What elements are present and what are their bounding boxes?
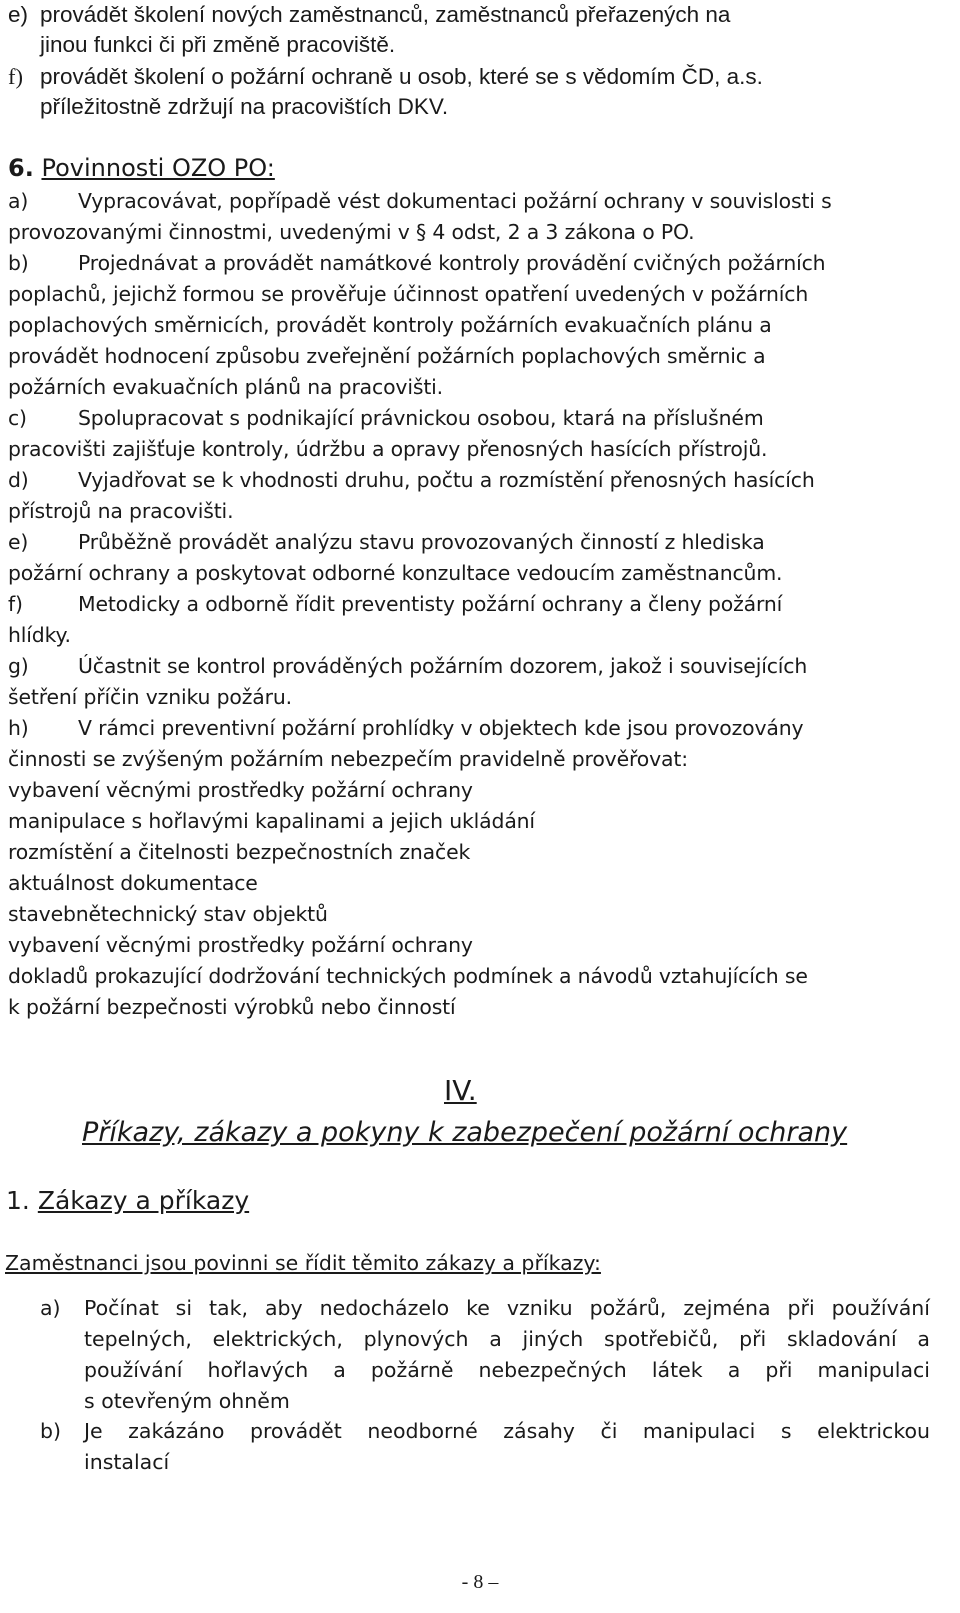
item-line: Projednávat a provádět namátkové kontroly provádění cvičných požárních — [78, 251, 826, 275]
item-label: f) — [8, 64, 23, 89]
item-line: provádět školení o požární ochraně u osob, které se s vědomím ČD, a.s. — [40, 64, 763, 89]
item-label: b) — [40, 1419, 62, 1443]
item-line: šetření příčin vzniku požáru. — [8, 685, 292, 709]
item-line: Spolupracovat s podnikající právnickou osobou, ktará na příslušném — [78, 406, 764, 430]
item-label: h) — [8, 716, 29, 740]
duty-item-a — [8, 186, 940, 248]
duty-item-e — [8, 527, 940, 589]
section-heading — [8, 152, 275, 184]
item-line: provozovanými činnostmi, uvedenými v § 4 odst, 2 a 3 zákona o PO. — [8, 220, 695, 244]
duty-item-b — [8, 248, 940, 403]
item-line: poplachových směrnicích, provádět kontroly požárních evakuačních plánu a — [8, 313, 772, 337]
check-list-item: aktuálnost dokumentace — [8, 871, 258, 895]
item-line: hlídky. — [8, 623, 71, 647]
check-list-item: rozmístění a čitelnosti bezpečnostních značek — [8, 840, 471, 864]
section-title: Povinnosti OZO PO: — [41, 154, 275, 182]
top-item-e — [8, 0, 940, 60]
top-item-f — [8, 62, 940, 122]
item-line: Průběžně provádět analýzu stavu provozovaných činností z hlediska — [78, 530, 765, 554]
item-line: Vypracovávat, popřípadě vést dokumentaci požární ochrany v souvislosti s — [78, 189, 832, 213]
chapter-number: IV. — [444, 1074, 477, 1107]
item-label: b) — [8, 251, 29, 275]
item-line: Účastnit se kontrol prováděných požárním dozorem, jakož i souvisejících — [78, 654, 808, 678]
subsection-intro: Zaměstnanci jsou povinni se řídit těmito zákazy a příkazy: — [5, 1251, 601, 1275]
item-line: Počínat si tak, aby nedocházelo ke vzniku požárů, zejména při používání — [84, 1296, 930, 1320]
item-line: provádět školení nových zaměstnanců, zaměstnanců přeřazených na — [40, 2, 731, 27]
check-list-item: vybavení věcnými prostředky požární ochrany — [8, 778, 473, 802]
item-label: e) — [8, 2, 29, 27]
item-label: c) — [8, 406, 27, 430]
subsection-number: 1. — [6, 1186, 30, 1215]
item-line: používání hořlavých a požárně nebezpečných látek a při manipulaci — [84, 1358, 930, 1382]
page-number: - 8 – — [461, 1571, 499, 1593]
duty-item-c — [8, 403, 940, 465]
item-line: tepelných, elektrických, plynových a jiných spotřebičů, při skladování a — [84, 1327, 930, 1351]
item-label: e) — [8, 530, 29, 554]
item-line: instalací — [84, 1450, 170, 1474]
duty-item-g — [8, 651, 940, 713]
item-line: jinou funkci či při změně pracoviště. — [40, 32, 396, 57]
duty-item-f — [8, 589, 940, 651]
section-number: 6. — [8, 154, 34, 182]
check-list-item: dokladů prokazující dodržování technických podmínek a návodů vztahujících se — [8, 964, 808, 988]
item-line: V rámci preventivní požární prohlídky v objektech kde jsou provozovány — [78, 716, 804, 740]
item-line: činnosti se zvýšeným požárním nebezpečím pravidelně prověřovat: — [8, 747, 688, 771]
check-list-item: manipulace s hořlavými kapalinami a jejich ukládání — [8, 809, 535, 833]
subsection-heading — [6, 1183, 249, 1219]
item-line: příležitostně zdržují na pracovištích DKV. — [40, 94, 449, 119]
item-line: provádět hodnocení způsobu zveřejnění požárních poplachových směrnic a — [8, 344, 766, 368]
subsection-title: Zákazy a příkazy — [37, 1186, 250, 1215]
check-list-item: k požární bezpečnosti výrobků nebo činností — [8, 995, 456, 1019]
duty-item-h — [8, 713, 940, 775]
item-line: s otevřeným ohněm — [84, 1389, 290, 1413]
check-list-item: vybavení věcnými prostředky požární ochrany — [8, 933, 473, 957]
item-line: Je zakázáno provádět neodborné zásahy či manipulaci s elektrickou — [84, 1419, 930, 1443]
item-label: f) — [8, 592, 23, 616]
item-label: a) — [8, 189, 29, 213]
item-label: g) — [8, 654, 29, 678]
check-list-item: stavebnětechnický stav objektů — [8, 902, 328, 926]
item-line: Metodicky a odborně řídit preventisty požární ochrany a členy požární — [78, 592, 783, 616]
item-line: Vyjadřovat se k vhodnosti druhu, počtu a rozmístění přenosných hasících — [78, 468, 815, 492]
item-label: d) — [8, 468, 29, 492]
duty-item-d — [8, 465, 940, 527]
item-line: přístrojů na pracovišti. — [8, 499, 234, 523]
item-label: a) — [40, 1296, 61, 1320]
item-line: požární ochrany a poskytovat odborné konzultace vedoucím zaměstnancům. — [8, 561, 783, 585]
item-line: požárních evakuačních plánů na pracovišti. — [8, 375, 444, 399]
chapter-title: Příkazy, zákazy a pokyny k zabezpečení požární ochrany — [82, 1117, 848, 1148]
item-line: poplachů, jejichž formou se prověřuje účinnost opatření uvedených v požárních — [8, 282, 809, 306]
item-line: pracovišti zajišťuje kontroly, údržbu a opravy přenosných hasících přístrojů. — [8, 437, 768, 461]
